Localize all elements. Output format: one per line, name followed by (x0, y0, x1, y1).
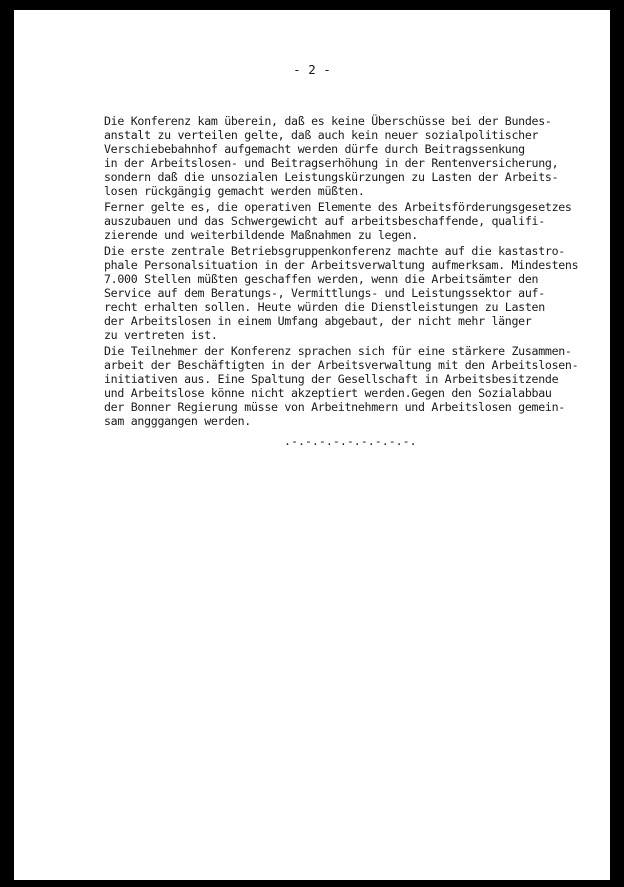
text-line: initiativen aus. Eine Spaltung der Gesellschaft in Arbeitsbesitzende (104, 372, 559, 386)
text-line: arbeit der Beschäftigten in der Arbeitsverwaltung mit den Arbeitslosen- (104, 358, 579, 372)
separator-line: .-.-.-.-.-.-.-.-.-. (284, 434, 417, 448)
page-number: - 2 - (293, 62, 331, 77)
text-line: der Arbeitslosen in einem Umfang abgebaut, der nicht mehr länger (104, 314, 532, 328)
text-line: sondern daß die unsozialen Leistungskürzungen zu Lasten der Arbeits- (104, 170, 559, 184)
text-line: Die Teilnehmer der Konferenz sprachen sich für eine stärkere Zusammen- (104, 344, 572, 358)
text-line: zu vertreten ist. (104, 328, 218, 342)
text-line: sam angggangen werden. (104, 414, 251, 428)
text-line: Service auf dem Beratungs-, Vermittlungs- und Leistungssektor auf- (104, 286, 545, 300)
text-line: in der Arbeitslosen- und Beitragserhöhung in der Rentenversicherung, (104, 156, 559, 170)
text-line: recht erhalten sollen. Heute würden die Dienstleistungen zu Lasten (104, 300, 545, 314)
text-line: und Arbeitslose könne nicht akzeptiert werden.Gegen den Sozialabbau (104, 386, 552, 400)
text-line: Die erste zentrale Betriebsgruppenkonferenz machte auf die kastastro- (104, 244, 565, 258)
text-line: zierende und weiterbildende Maßnahmen zu legen. (104, 228, 418, 242)
text-line: 7.000 Stellen müßten geschaffen werden, wenn die Arbeitsämter den (104, 272, 539, 286)
text-line: auszubauen und das Schwergewicht auf arbeitsbeschaffende, qualifi- (104, 214, 545, 228)
text-line: der Bonner Regierung müsse von Arbeitnehmern und Arbeitslosen gemein- (104, 400, 565, 414)
text-line: Ferner gelte es, die operativen Elemente des Arbeitsförderungsgesetzes (104, 200, 572, 214)
text-line: Die Konferenz kam überein, daß es keine Überschüsse bei der Bundes- (104, 114, 552, 128)
text-line: Verschiebebahnhof aufgemacht werden dürfe durch Beitragssenkung (104, 142, 525, 156)
text-line: phale Personalsituation in der Arbeitsverwaltung aufmerksam. Mindestens (104, 258, 579, 272)
text-line: anstalt zu verteilen gelte, daß auch kein neuer sozialpolitischer (104, 128, 539, 142)
text-line: losen rückgängig gemacht werden müßten. (104, 184, 365, 198)
document-page (14, 10, 610, 880)
